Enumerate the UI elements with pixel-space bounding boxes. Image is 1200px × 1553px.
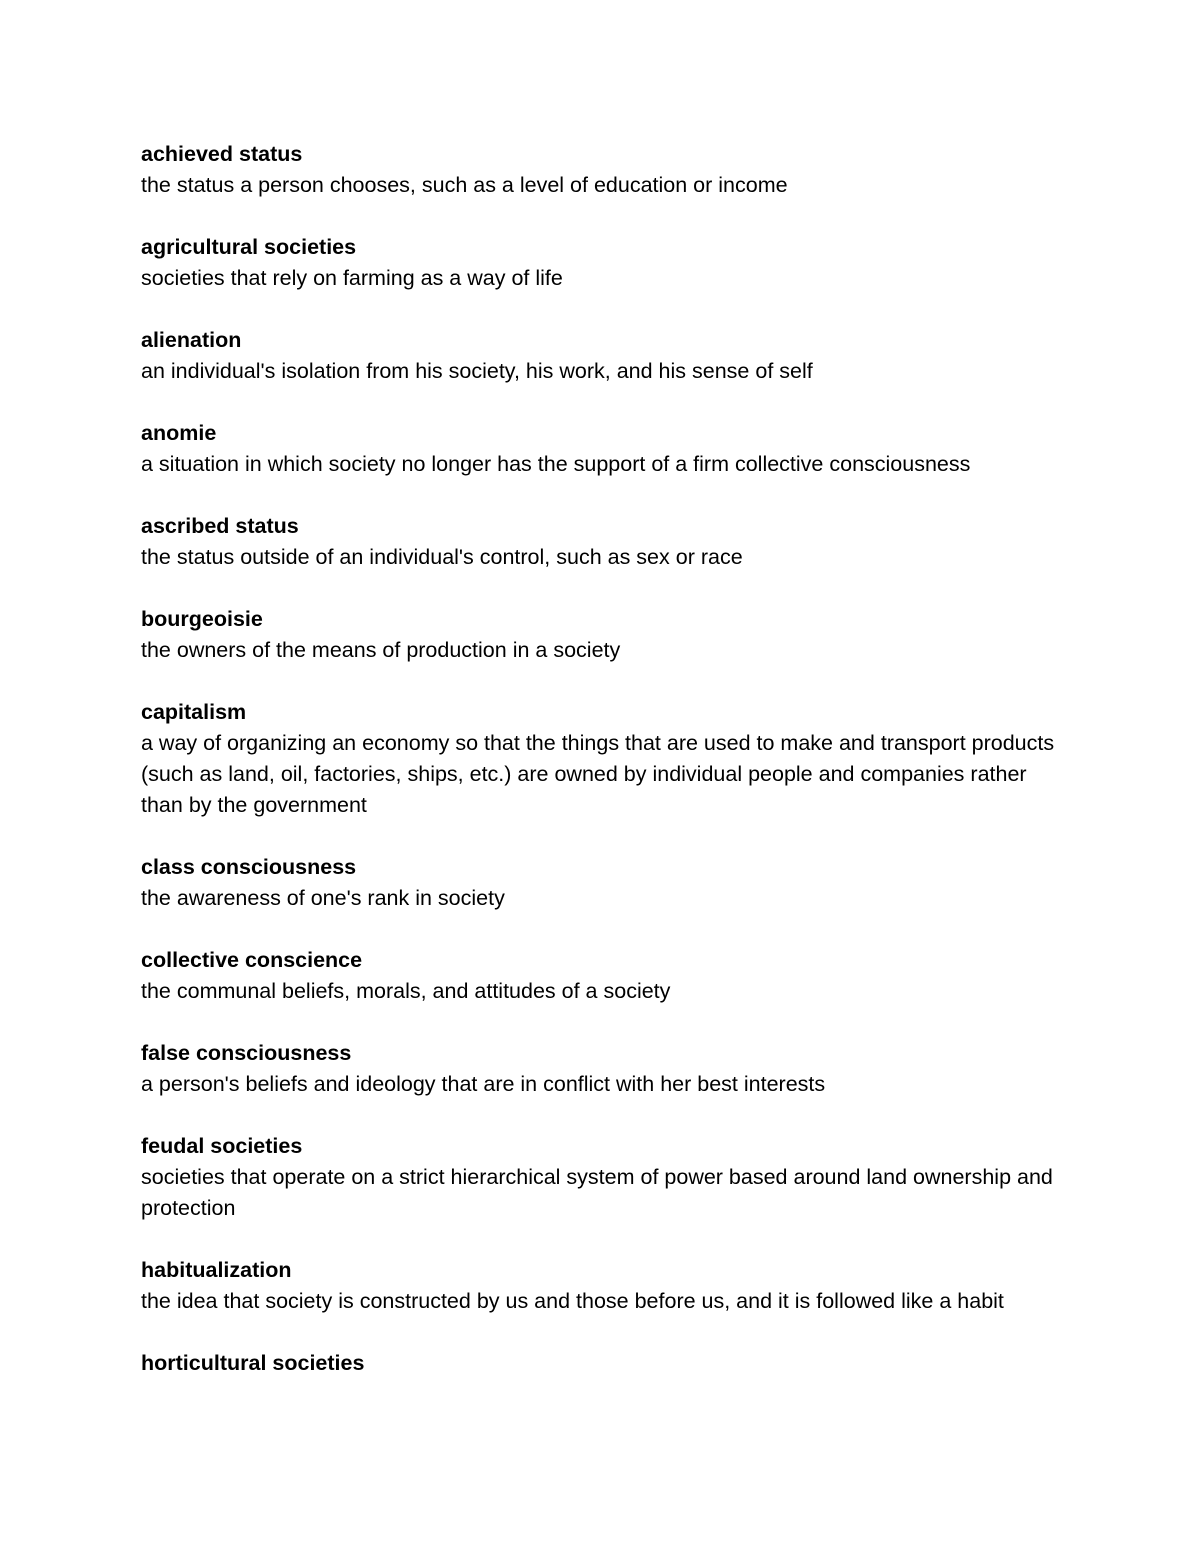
glossary-definition: societies that rely on farming as a way of life bbox=[141, 266, 563, 290]
glossary-term: anomie bbox=[141, 421, 217, 445]
glossary-definition: the owners of the means of production in a society bbox=[141, 638, 621, 662]
glossary-term: ascribed status bbox=[141, 514, 299, 538]
glossary-definition: a way of organizing an economy so that the things that are used to make and transport products (such as land, oil, factories, ships, etc.) are owned by individual people and companies rather than by the government bbox=[141, 731, 1055, 817]
glossary-definition: the communal beliefs, morals, and attitudes of a society bbox=[141, 979, 671, 1003]
glossary-entry-false-consciousness bbox=[141, 1038, 1060, 1100]
glossary-definition: the status a person chooses, such as a level of education or income bbox=[141, 173, 788, 197]
glossary-entry-anomie bbox=[141, 418, 1060, 480]
glossary-term: bourgeoisie bbox=[141, 607, 263, 631]
glossary-definition: a person's beliefs and ideology that are in conflict with her best interests bbox=[141, 1072, 826, 1096]
glossary-entry-agricultural-societies bbox=[141, 232, 1060, 294]
glossary-term: horticultural societies bbox=[141, 1351, 365, 1375]
glossary-definition: a situation in which society no longer has the support of a firm collective consciousness bbox=[141, 452, 971, 476]
glossary-term: alienation bbox=[141, 328, 242, 352]
glossary-term: agricultural societies bbox=[141, 235, 357, 259]
glossary-term: class consciousness bbox=[141, 855, 357, 879]
glossary-entry-collective-conscience bbox=[141, 945, 1060, 1007]
glossary-entry-bourgeoisie bbox=[141, 604, 1060, 666]
glossary-entry-habitualization bbox=[141, 1255, 1060, 1317]
glossary-entry-feudal-societies bbox=[141, 1131, 1060, 1224]
glossary-definition: an individual's isolation from his society, his work, and his sense of self bbox=[141, 359, 813, 383]
glossary-definition: societies that operate on a strict hierarchical system of power based around land ownership and protection bbox=[141, 1165, 1053, 1220]
glossary-term: habitualization bbox=[141, 1258, 292, 1282]
glossary-entry-horticultural-societies bbox=[141, 1348, 1060, 1379]
glossary-entry-alienation bbox=[141, 325, 1060, 387]
glossary-term: achieved status bbox=[141, 142, 303, 166]
glossary-definition: the status outside of an individual's control, such as sex or race bbox=[141, 545, 743, 569]
glossary-definition: the idea that society is constructed by us and those before us, and it is followed like a habit bbox=[141, 1289, 1004, 1313]
glossary-entry-achieved-status bbox=[141, 139, 1060, 201]
glossary-term: collective conscience bbox=[141, 948, 363, 972]
glossary-term: feudal societies bbox=[141, 1134, 303, 1158]
glossary-entry-capitalism bbox=[141, 697, 1060, 821]
glossary-term: capitalism bbox=[141, 700, 247, 724]
glossary-entry-class-consciousness bbox=[141, 852, 1060, 914]
glossary-entry-ascribed-status bbox=[141, 511, 1060, 573]
glossary-term: false consciousness bbox=[141, 1041, 352, 1065]
glossary-definition: the awareness of one's rank in society bbox=[141, 886, 505, 910]
